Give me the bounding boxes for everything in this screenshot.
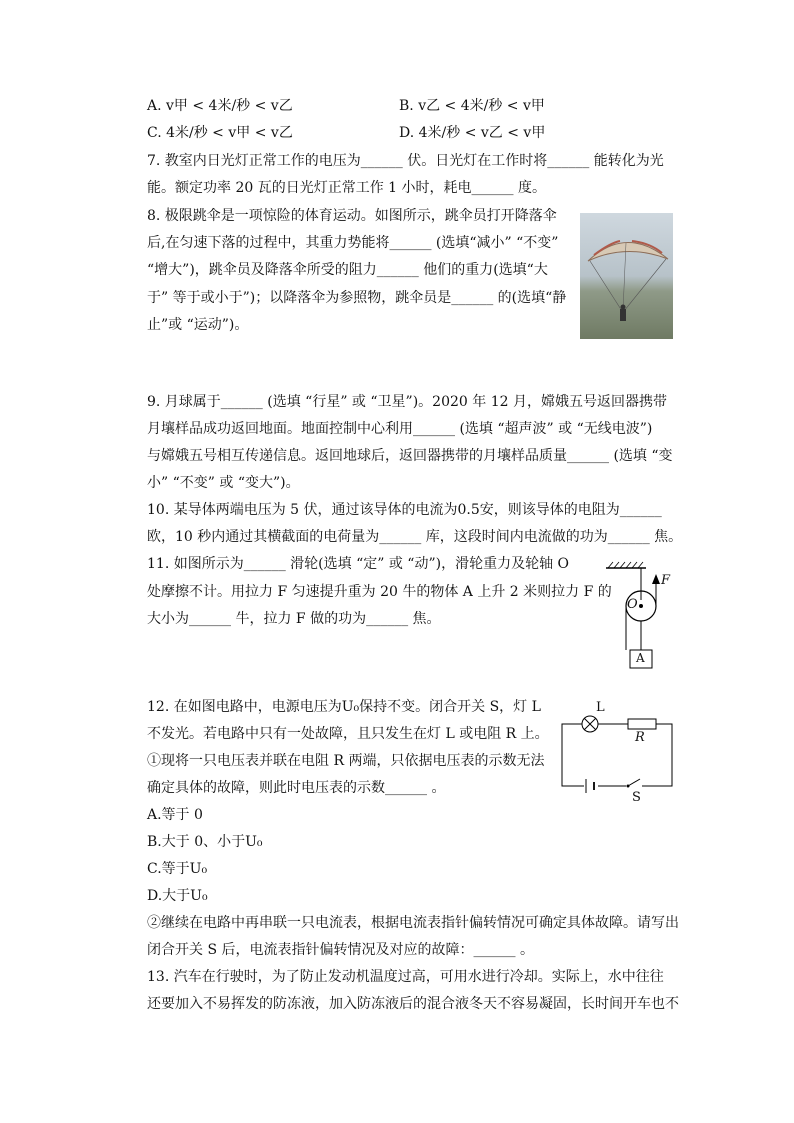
- q10-line-2: 欧，10 秒内通过其横截面的电荷量为______ 库，这段时间内电流做的功为______ 焦。: [147, 529, 683, 545]
- option-c: C. 4米/秒 < v甲 < v乙: [147, 125, 293, 141]
- q8-line-1: 8. 极限跳伞是一项惊险的体育运动。如图所示，跳伞员打开降落伞: [147, 208, 557, 224]
- option-b: B. v乙 < 4米/秒 < v甲: [399, 98, 545, 114]
- q11-line-1: 11. 如图所示为______ 滑轮(选填 “定” 或 “动”)，滑轮重力及轮轴 O: [147, 556, 569, 572]
- q11-line-2: 处摩擦不计。用拉力 F 匀速提升重为 20 牛的物体 A 上升 2 米则拉力 F 的: [147, 584, 612, 600]
- q9-line-4: 小” “不变” 或 “变大”)。: [147, 475, 300, 491]
- q8-line-5: 止”或 “运动”)。: [147, 317, 249, 333]
- q13-line-1: 13. 汽车在行驶时，为了防止发动机温度过高，可用水进行冷却。实际上，水中往往: [147, 969, 664, 985]
- axle-label: O: [627, 597, 638, 612]
- q12-part2-line-1: ②继续在电路中再串联一只电流表，根据电流表指针偏转情况可确定具体故障。请写出: [147, 915, 679, 931]
- switch-label: S: [632, 790, 641, 805]
- q7-line-1: 7. 教室内日光灯正常工作的电压为______ 伏。日光灯在工作时将______ 能转化为光: [147, 153, 664, 169]
- q12-option-a: A.等于 0: [147, 807, 203, 823]
- q12-line-4: 确定具体的故障，则此时电压表的示数______ 。: [147, 780, 446, 796]
- q12-part2-line-2: 闭合开关 S 后，电流表指针偏转情况及对应的故障：______ 。: [147, 942, 534, 958]
- q9-line-3: 与嫦娥五号相互传递信息。返回地球后，返回器携带的月壤样品质量______ (选填 “变: [147, 448, 673, 464]
- pulley-diagram: [600, 560, 680, 672]
- q11-line-3: 大小为______ 牛，拉力 F 做的功为______ 焦。: [147, 611, 441, 627]
- q9-line-2: 月壤样品成功返回地面。地面控制中心利用______ (选填 “超声波” 或 “无线电波”): [147, 421, 653, 437]
- block-label: A: [636, 651, 645, 665]
- q12-option-d: D.大于U₀: [147, 888, 208, 904]
- q9-line-1: 9. 月球属于______ (选填 “行星” 或 “卫星”)。2020 年 12 月，嫦娥五号返回器携带: [147, 394, 667, 410]
- skydiver-photo: [580, 213, 673, 339]
- force-label: F: [661, 573, 671, 588]
- q8-line-3: “增大”)，跳伞员及降落伞所受的阻力______ 他们的重力(选填“大: [147, 262, 548, 278]
- q8-line-4: 于” 等于或小于”)；以降落伞为参照物，跳伞员是______ 的(选填“静: [147, 290, 567, 306]
- q8-line-2: 后,在匀速下落的过程中，其重力势能将______ (选填“减小” “不变”: [147, 235, 559, 251]
- q12-line-1: 12. 在如图电路中，电源电压为U₀保持不变。闭合开关 S，灯 L: [147, 699, 541, 715]
- q12-line-3: ①现将一只电压表并联在电阻 R 两端，只依据电压表的示数无法: [147, 753, 545, 769]
- q7-line-2: 能。额定功率 20 瓦的日光灯正常工作 1 小时，耗电______ 度。: [147, 180, 546, 196]
- circuit-diagram: [558, 702, 676, 806]
- q10-line-1: 10. 某导体两端电压为 5 伏，通过该导体的电流为0.5安，则该导体的电阻为______: [147, 502, 662, 518]
- q12-option-c: C.等于U₀: [147, 861, 208, 877]
- q12-line-2: 不发光。若电路中只有一处故障，且只发生在灯 L 或电阻 R 上。: [147, 726, 549, 742]
- resistor-label: R: [635, 730, 645, 745]
- parachute-image: [580, 213, 673, 339]
- q13-line-2: 还要加入不易挥发的防冻液，加入防冻液后的混合液冬天不容易凝固，长时间开车也不: [147, 996, 679, 1012]
- option-d: D. 4米/秒 < v乙 < v甲: [399, 125, 546, 141]
- q12-option-b: B.大于 0、小于U₀: [147, 834, 263, 850]
- lamp-label: L: [596, 700, 605, 715]
- option-a: A. v甲 < 4米/秒 < v乙: [147, 98, 293, 114]
